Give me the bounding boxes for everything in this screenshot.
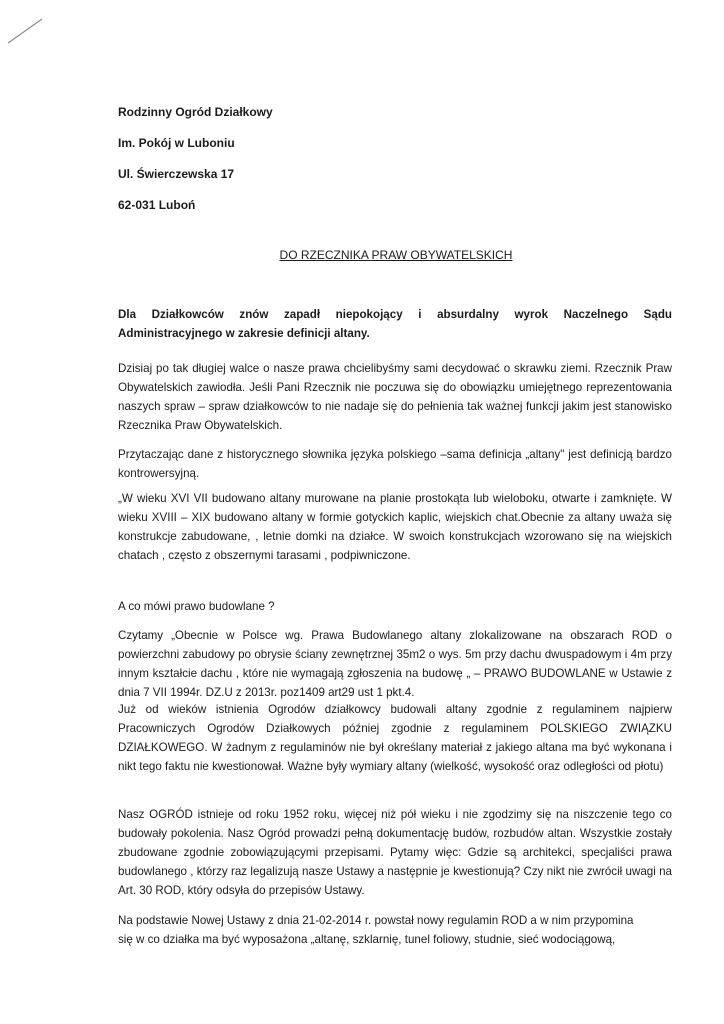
sender-patron: Im. Pokój w Luboniu (118, 136, 235, 150)
paragraph-8-line-1: Na podstawie Nowej Ustawy z dnia 21-02-2014 r. powstał nowy regulamin ROD a w nim przypomina (118, 914, 634, 927)
lead-paragraph (118, 305, 672, 343)
paragraph-1: Dzisiaj po tak długiej walce o nasze prawa chcielibyśmy sami decydować o skrawku ziemi. Rzecznik Praw Obywatelskich zawiodła. Jeśli Pani Rzecznik nie poczuwa się do obowiązku umiejętnego reprezentowania naszych spraw – spraw działkowców to nie nadaje się do pełnienia tak ważnej funkcji jakim jest stanowisko Rzecznika Praw Obywatelskich. (118, 362, 672, 432)
sender-address-block (118, 104, 273, 228)
lead-line-1: Dla Działkowców znów zapadł niepokojący i absurdalny wyrok Naczelnego Sądu (118, 308, 672, 321)
pen-stroke-mark (6, 16, 46, 46)
addressee-heading: DO RZECZNIKA PRAW OBYWATELSKICH (279, 248, 513, 262)
lead-line-2: Administracyjnego w zakresie definicji altany. (118, 327, 370, 340)
sender-postal-city: 62-031 Luboń (118, 198, 196, 212)
sender-street: Ul. Świerczewska 17 (118, 167, 235, 181)
paragraph-3-quote: „W wieku XVI VII budowano altany murowane na planie prostokąta lub wieloboku, otwarte i zamknięte. W wieku XVIII – XIX budowano altany w formie gotyckich kaplic, wiejskich chat.Obecnie za altany uważa się konstrukcje zabudowane, , letnie domki na działce. W swoich konstrukcjach wzorowano się na wiejskich chatach , często z obszernymi tarasami , podpiwniczone. (118, 492, 672, 562)
paragraph-2: Przytaczając dane z historycznego słownika języka polskiego –sama definicja „altany" jest definicją bardzo kontrowersyjną. (118, 448, 672, 480)
paragraph-8 (118, 911, 672, 949)
paragraph-5: Czytamy „Obecnie w Polsce wg. Prawa Budowlanego altany zlokalizowane na obszarach ROD o powierzchni zabudowy po obrysie ściany zewnętrznej 35m2 o wys. 5m przy dachu dwuspadowym i 4m przy innym kształcie dachu , które nie wymagają zgłoszenia na budowę „ – PRAWO BUDOWLANE w Ustawie z dnia 7 VII 1994r. DZ.U z 2013r. poz1409 art29 ust 1 pkt.4. (118, 629, 672, 699)
paragraph-6: Już od wieków istnienia Ogrodów działkowcy budowali altany zgodnie z regulaminem najpierw Pracowniczych Ogrodów Działkowych później zgodnie z regulaminem POLSKIEGO ZWIĄZKU DZIAŁKOWEGO. W żadnym z regulaminów nie był określany materiał z jakiego altana ma być wykonana i nikt tego faktu nie kwestionował. Ważne były wymiary altany (wielkość, wysokość oraz odległości od płotu) (118, 703, 672, 773)
paragraph-7: Nasz OGRÓD istnieje od roku 1952 roku, więcej niż pół wieku i nie zgodzimy się na niszczenie tego co budowały pokolenia. Nasz Ogród prowadzi pełną dokumentację budów, rozbudów altan. Wszystkie zostały zbudowane zgodnie zobowiązującymi przepisami. Pytamy więc: Gdzie są architekci, specjaliści prawa budowlanego , którzy raz legalizują nasze Ustawy a następnie je kwestionują? Czy nikt nie zwrócił uwagi na Art. 30 ROD, który odsyła do przepisów Ustawy. (118, 808, 672, 897)
paragraph-8-line-2: się w co działka ma być wyposażona „altanę, szklarnię, tunel foliowy, studnie, sieć wodociągową, (118, 933, 616, 946)
paragraph-4-question: A co mówi prawo budowlane ? (118, 600, 275, 613)
sender-name: Rodzinny Ogród Działkowy (118, 105, 273, 119)
